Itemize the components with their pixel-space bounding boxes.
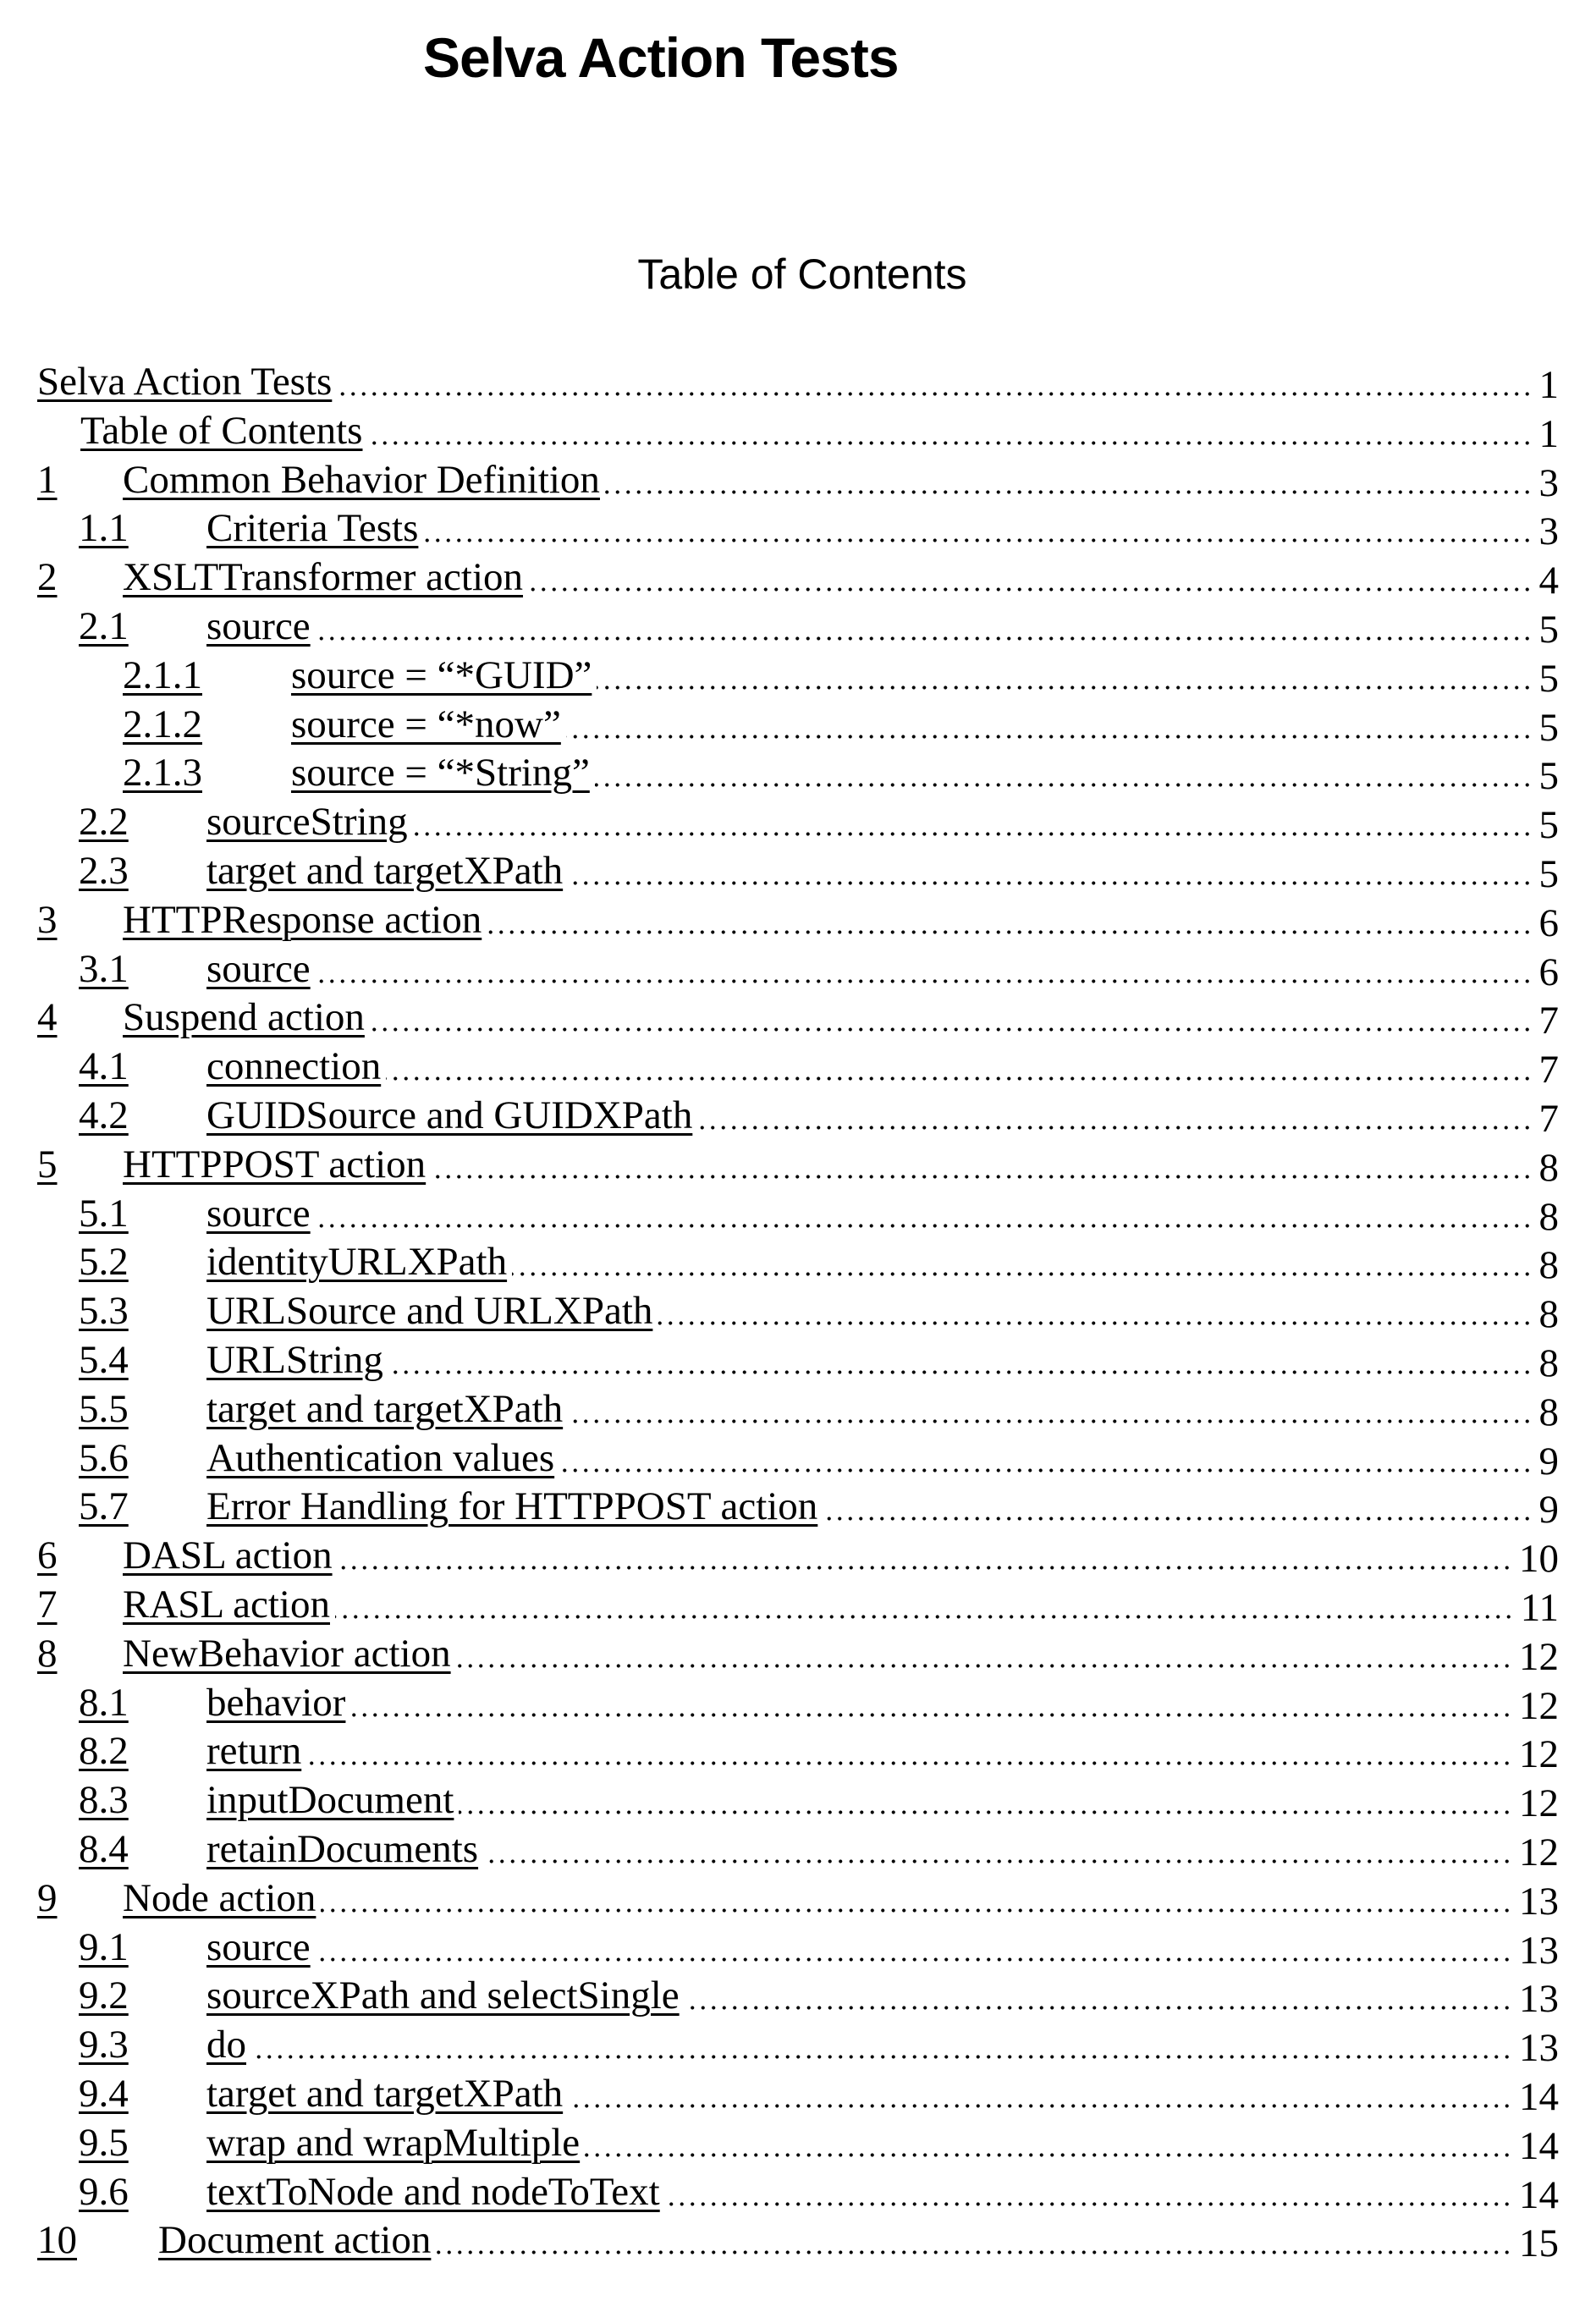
toc-entry-link[interactable]: inputDocument	[206, 1778, 454, 1823]
toc-entry-number[interactable]: 2	[37, 555, 58, 600]
toc-entry[interactable]	[0, 406, 1596, 455]
toc-entry-link[interactable]: Suspend action	[123, 995, 365, 1040]
dot-leader	[366, 993, 1533, 1042]
dot-leader	[453, 1629, 1512, 1678]
toc-entry-page-number: 5	[1538, 705, 1559, 750]
toc-entry-link[interactable]: Authentication values	[206, 1435, 555, 1480]
dot-leader	[602, 455, 1533, 504]
toc-entry-number[interactable]: 2.2	[79, 800, 129, 845]
toc-entry-page-number: 10	[1519, 1537, 1559, 1582]
toc-entry[interactable]	[0, 993, 1596, 1042]
toc-entry[interactable]	[0, 797, 1596, 846]
toc-entry-number[interactable]: 3	[37, 897, 58, 942]
toc-entry-page-number: 11	[1520, 1586, 1559, 1630]
toc-entry-page-number: 13	[1519, 1879, 1559, 1924]
dot-leader	[564, 2069, 1512, 2118]
toc-entry-page-number: 7	[1538, 999, 1559, 1043]
toc-entry-page-number: 6	[1538, 950, 1559, 994]
dot-leader	[480, 1825, 1512, 1874]
dot-leader	[312, 944, 1533, 994]
toc-entry[interactable]	[0, 895, 1596, 944]
toc-entry-number[interactable]: 1.1	[79, 506, 129, 551]
toc-entry-number[interactable]: 8.1	[79, 1680, 129, 1725]
toc-entry[interactable]	[0, 1237, 1596, 1286]
dot-leader	[410, 797, 1533, 846]
dot-leader	[364, 406, 1533, 455]
toc-entry-link[interactable]: Common Behavior Definition	[123, 457, 600, 502]
toc-entry-page-number: 3	[1538, 509, 1559, 554]
toc-entry[interactable]	[0, 1726, 1596, 1775]
toc-entry[interactable]	[0, 1140, 1596, 1189]
toc-entry-number[interactable]: 6	[37, 1533, 58, 1578]
toc-entry-number[interactable]: 9	[37, 1875, 58, 1920]
dot-leader	[592, 748, 1533, 797]
toc-entry[interactable]	[0, 1482, 1596, 1531]
dot-leader	[556, 1434, 1533, 1483]
toc-entry-link[interactable]: DASL action	[123, 1533, 333, 1578]
dot-leader	[681, 1971, 1512, 2020]
toc-entry-number[interactable]: 8.3	[79, 1778, 129, 1823]
toc-entry-link[interactable]: textToNode and nodeToText	[206, 2169, 660, 2214]
toc-entry-link[interactable]: retainDocuments	[206, 1827, 479, 1871]
toc-entry-page-number: 13	[1519, 1977, 1559, 2022]
toc-entry-number[interactable]: 7	[37, 1583, 58, 1627]
dot-leader	[564, 1384, 1533, 1434]
toc-entry-page-number: 8	[1538, 1243, 1559, 1288]
dot-leader	[525, 553, 1533, 602]
toc-entry[interactable]	[0, 1042, 1596, 1091]
toc-entry[interactable]	[0, 1434, 1596, 1483]
dot-leader	[312, 1923, 1512, 1972]
toc-entry-link[interactable]: Selva Action Tests	[37, 360, 333, 404]
toc-entry[interactable]	[0, 846, 1596, 895]
toc-entry[interactable]	[0, 700, 1596, 749]
toc-entry-number[interactable]: 5.4	[79, 1338, 129, 1382]
toc-entry-page-number: 7	[1538, 1048, 1559, 1093]
toc-entry-link[interactable]: return	[206, 1729, 302, 1774]
toc-entry-page-number: 5	[1538, 754, 1559, 799]
toc-entry[interactable]	[0, 1825, 1596, 1874]
toc-entry-number[interactable]: 10	[37, 2218, 77, 2263]
toc-entry[interactable]	[0, 2069, 1596, 2118]
toc-entry-number[interactable]: 9.3	[79, 2023, 129, 2067]
toc-entry-page-number: 9	[1538, 1439, 1559, 1484]
toc-entry-number[interactable]: 9.1	[79, 1924, 129, 1969]
toc-entry[interactable]	[0, 1286, 1596, 1335]
dot-leader	[382, 1042, 1533, 1091]
dot-leader	[432, 2216, 1512, 2265]
toc-entry-link[interactable]: target and targetXPath	[206, 849, 564, 893]
toc-entry-number[interactable]: 4	[37, 995, 58, 1040]
toc-entry-link[interactable]: target and targetXPath	[206, 1386, 564, 1431]
dot-leader	[420, 504, 1533, 553]
toc-entry-link[interactable]: XSLTTransformer action	[123, 555, 524, 600]
dot-leader	[593, 651, 1533, 700]
toc-entry-number[interactable]: 2.3	[79, 849, 129, 893]
toc-entry-number[interactable]: 5.5	[79, 1386, 129, 1431]
toc-entry[interactable]	[0, 2020, 1596, 2069]
toc-entry[interactable]	[0, 1923, 1596, 1972]
toc-entry-number[interactable]: 5	[37, 1142, 58, 1186]
toc-entry[interactable]	[0, 1189, 1596, 1238]
toc-entry[interactable]	[0, 2216, 1596, 2265]
toc-entry[interactable]	[0, 1580, 1596, 1629]
toc-entry-page-number: 4	[1538, 559, 1559, 603]
document-title: Selva Action Tests	[423, 26, 899, 89]
dot-leader	[654, 1286, 1533, 1335]
toc-entry[interactable]	[0, 944, 1596, 994]
toc-entry-link[interactable]: connection	[206, 1044, 382, 1089]
dot-leader	[312, 602, 1533, 651]
toc-entry-page-number: 12	[1519, 1683, 1559, 1728]
dot-leader	[455, 1775, 1512, 1825]
toc-entry[interactable]	[0, 553, 1596, 602]
toc-entry-number[interactable]: 5.6	[79, 1435, 129, 1480]
toc-entry-number[interactable]: 4.1	[79, 1044, 129, 1089]
toc-entry-link[interactable]: HTTPResponse action	[123, 897, 482, 942]
toc-entry-page-number: 8	[1538, 1341, 1559, 1385]
toc-entry-link[interactable]: source = “*now”	[291, 702, 561, 746]
dot-leader	[385, 1335, 1533, 1384]
toc-entry-link[interactable]: sourceString	[206, 800, 408, 845]
toc-entry-link[interactable]: URLString	[206, 1338, 383, 1382]
toc-entry-page-number: 1	[1538, 363, 1559, 407]
toc-entry-link[interactable]: HTTPPOST action	[123, 1142, 427, 1186]
dot-leader	[564, 846, 1533, 895]
toc-entry-page-number: 15	[1519, 2221, 1559, 2266]
toc-entry[interactable]	[0, 1091, 1596, 1140]
toc-entry-link[interactable]: URLSource and URLXPath	[206, 1289, 653, 1334]
toc-entry[interactable]	[0, 1874, 1596, 1923]
toc-entry-number[interactable]: 4.2	[79, 1093, 129, 1137]
toc-entry-number[interactable]: 3.1	[79, 946, 129, 991]
toc-entry-link[interactable]: target and targetXPath	[206, 2072, 564, 2116]
toc-entry-number[interactable]: 5.7	[79, 1484, 129, 1529]
toc-entry-page-number: 8	[1538, 1292, 1559, 1337]
toc-entry-number[interactable]: 9.5	[79, 2120, 129, 2165]
toc-entry-link[interactable]: do	[206, 2023, 246, 2067]
toc-entry-page-number: 3	[1538, 460, 1559, 505]
toc-entry[interactable]	[0, 357, 1596, 406]
toc-entry[interactable]	[0, 602, 1596, 651]
toc-entry-number[interactable]: 8.4	[79, 1827, 129, 1871]
toc-entry-page-number: 5	[1538, 803, 1559, 848]
toc-entry[interactable]	[0, 1335, 1596, 1384]
toc-entry-number[interactable]: 2.1.3	[123, 751, 202, 795]
dot-leader	[347, 1678, 1512, 1727]
toc-entry-number[interactable]: 5.1	[79, 1191, 129, 1236]
toc-entry[interactable]	[0, 1775, 1596, 1825]
toc-entry-link[interactable]: Document action	[158, 2218, 432, 2263]
toc-entry[interactable]	[0, 651, 1596, 700]
dot-leader	[303, 1726, 1512, 1775]
toc-entry[interactable]	[0, 2118, 1596, 2167]
toc-entry[interactable]	[0, 1678, 1596, 1727]
toc-entry-link[interactable]: source = “*GUID”	[291, 652, 592, 697]
dot-leader	[312, 1189, 1533, 1238]
toc-entry-number[interactable]: 5.2	[79, 1240, 129, 1285]
toc-entry-page-number: 12	[1519, 1830, 1559, 1874]
dot-leader	[317, 1874, 1512, 1923]
toc-entry-link[interactable]: GUIDSource and GUIDXPath	[206, 1093, 693, 1137]
toc-entry-link[interactable]: Error Handling for HTTPPOST action	[206, 1484, 818, 1529]
toc-entry[interactable]	[0, 1384, 1596, 1434]
toc-entry[interactable]	[0, 1629, 1596, 1678]
toc-entry-number[interactable]: 9.6	[79, 2169, 129, 2214]
dot-leader	[334, 1531, 1512, 1580]
dot-leader	[563, 700, 1533, 749]
toc-entry-link[interactable]: behavior	[206, 1680, 346, 1725]
toc-entry-page-number: 5	[1538, 656, 1559, 701]
toc-entry-link[interactable]: Table of Contents	[80, 408, 363, 453]
toc-entry[interactable]	[0, 748, 1596, 797]
toc-entry-link[interactable]: wrap and wrapMultiple	[206, 2120, 581, 2165]
toc-entry-page-number: 12	[1519, 1781, 1559, 1826]
toc-entry-page-number: 14	[1519, 2172, 1559, 2217]
toc-entry-page-number: 14	[1519, 2123, 1559, 2168]
toc-entry[interactable]	[0, 1531, 1596, 1580]
toc-entry-number[interactable]: 1	[37, 457, 58, 502]
toc-entry-number[interactable]: 5.3	[79, 1289, 129, 1334]
toc-entry-page-number: 8	[1538, 1145, 1559, 1190]
toc-entry-page-number: 7	[1538, 1097, 1559, 1141]
toc-entry-number[interactable]: 2.1.2	[123, 702, 202, 746]
toc-entry-page-number: 5	[1538, 852, 1559, 896]
toc-entry-page-number: 9	[1538, 1488, 1559, 1533]
toc-entry-link[interactable]: Criteria Tests	[206, 506, 419, 551]
toc-entry-number[interactable]: 8.2	[79, 1729, 129, 1774]
toc-entry-page-number: 8	[1538, 1194, 1559, 1239]
toc-entry-number[interactable]: 8	[37, 1631, 58, 1676]
toc-entry-link[interactable]: identityURLXPath	[206, 1240, 508, 1285]
toc-entry[interactable]	[0, 2167, 1596, 2216]
dot-leader	[819, 1482, 1533, 1531]
dot-leader	[509, 1237, 1533, 1286]
dot-leader	[483, 895, 1533, 944]
dot-leader	[662, 2167, 1512, 2216]
toc-entry-link[interactable]: Node action	[123, 1875, 316, 1920]
toc-entry-page-number: 14	[1519, 2075, 1559, 2119]
toc-entry-link[interactable]: NewBehavior action	[123, 1631, 451, 1676]
toc-entry-link[interactable]: source	[206, 1191, 311, 1236]
toc-entry[interactable]	[0, 455, 1596, 504]
toc-entry-link[interactable]: source	[206, 946, 311, 991]
dot-leader	[581, 2118, 1512, 2167]
toc-entry-page-number: 12	[1519, 1732, 1559, 1777]
toc-entry-page-number: 1	[1538, 411, 1559, 456]
toc-entry-link[interactable]: source = “*String”	[291, 751, 590, 795]
toc-entry-link[interactable]: sourceXPath and selectSingle	[206, 1973, 680, 2018]
toc-entry-page-number: 13	[1519, 2026, 1559, 2071]
toc-entry-page-number: 5	[1538, 608, 1559, 652]
toc-entry-number[interactable]: 9.2	[79, 1973, 129, 2018]
dot-leader	[694, 1091, 1533, 1140]
toc-entry-number[interactable]: 2.1	[79, 604, 129, 648]
toc-entry-page-number: 13	[1519, 1928, 1559, 1973]
toc-heading: Table of Contents	[637, 250, 967, 298]
toc-entry[interactable]	[0, 504, 1596, 553]
toc-entry-link[interactable]: RASL action	[123, 1583, 330, 1627]
toc-entry-link[interactable]: source	[206, 604, 311, 648]
toc-entry-number[interactable]: 2.1.1	[123, 652, 202, 697]
toc-entry-link[interactable]: source	[206, 1924, 311, 1969]
dot-leader	[332, 1580, 1514, 1629]
toc-entry[interactable]	[0, 1971, 1596, 2020]
toc-entry-page-number: 8	[1538, 1390, 1559, 1434]
dot-leader	[427, 1140, 1533, 1189]
toc-entry-number[interactable]: 9.4	[79, 2072, 129, 2116]
toc-entry-page-number: 12	[1519, 1634, 1559, 1679]
toc-entry-page-number: 6	[1538, 900, 1559, 945]
dot-leader	[248, 2020, 1512, 2069]
dot-leader	[333, 357, 1533, 406]
